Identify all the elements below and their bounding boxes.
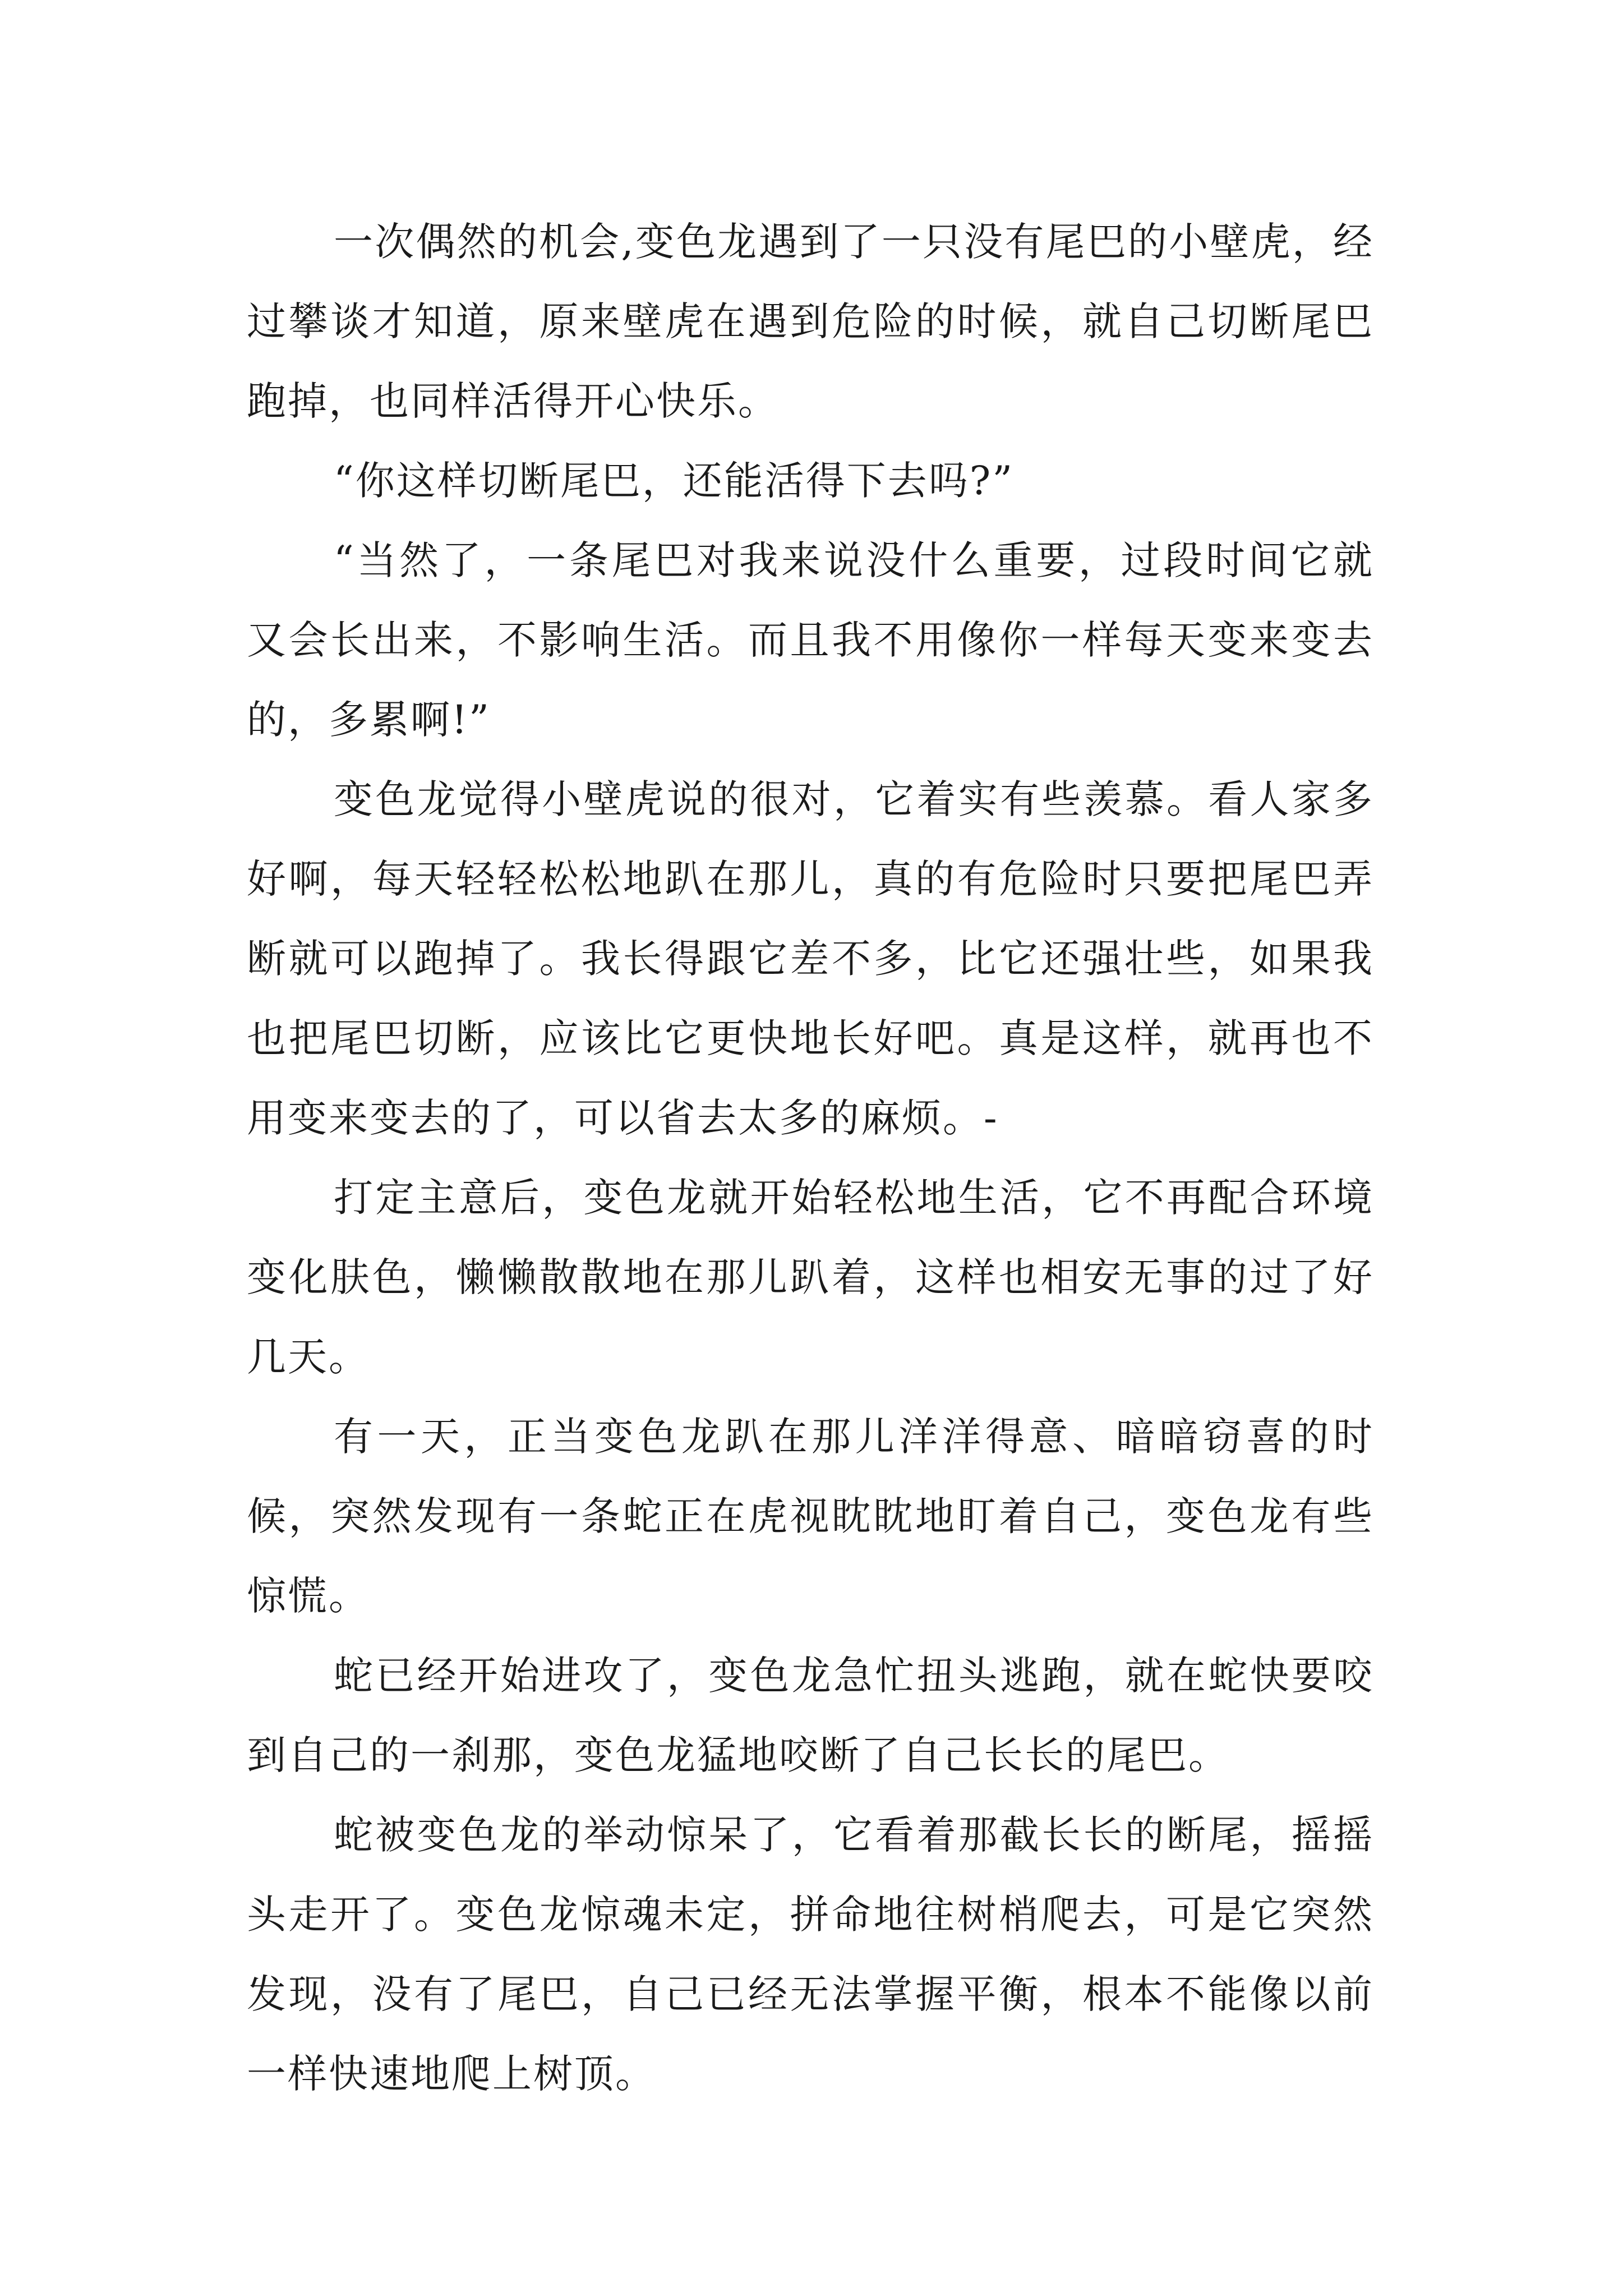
paragraph-6: 有一天，正当变色龙趴在那儿洋洋得意、暗暗窃喜的时候，突然发现有一条蛇正在虎视眈眈地盯着自己，变色龙有些惊慌。 <box>247 1414 1374 1619</box>
paragraph-1: 一次偶然的机会,变色龙遇到了一只没有尾巴的小壁虎，经过攀谈才知道，原来壁虎在遇到危险的时候，就自己切断尾巴跑掉，也同样活得开心快乐。 <box>247 219 1374 424</box>
paragraph-7: 蛇已经开始进攻了，变色龙急忙扭头逃跑，就在蛇快要咬到自己的一刹那，变色龙猛地咬断了自己长长的尾巴。 <box>247 1653 1374 1778</box>
paragraph-8: 蛇被变色龙的举动惊呆了，它看着那截长长的断尾，摇摇头走开了。变色龙惊魂未定，拼命地往树梢爬去，可是它突然发现，没有了尾巴，自己已经无法掌握平衡，根本不能像以前一样快速地爬上树顶。 <box>247 1812 1374 2097</box>
paragraph-2: “你这样切断尾巴，还能活得下去吗?” <box>334 458 1015 504</box>
paragraph-5: 打定主意后，变色龙就开始轻松地生活，它不再配合环境变化肤色，懒懒散散地在那儿趴着，这样也相安无事的过了好几天。 <box>247 1175 1374 1380</box>
paragraph-4: 变色龙觉得小壁虎说的很对，它着实有些羡慕。看人家多好啊，每天轻轻松松地趴在那儿，真的有危险时只要把尾巴弄断就可以跑掉了。我长得跟它差不多，比它还强壮些，如果我也把尾巴切断，应该比它更快地长好吧。真是这样，就再也不用变来变去的了，可以省去太多的麻烦。- <box>247 776 1374 1141</box>
paragraph-3: “当然了，一条尾巴对我来说没什么重要，过段时间它就又会长出来，不影响生活。而且我不用像你一样每天变来变去的，多累啊!” <box>247 537 1374 743</box>
body-text <box>247 202 1374 2114</box>
